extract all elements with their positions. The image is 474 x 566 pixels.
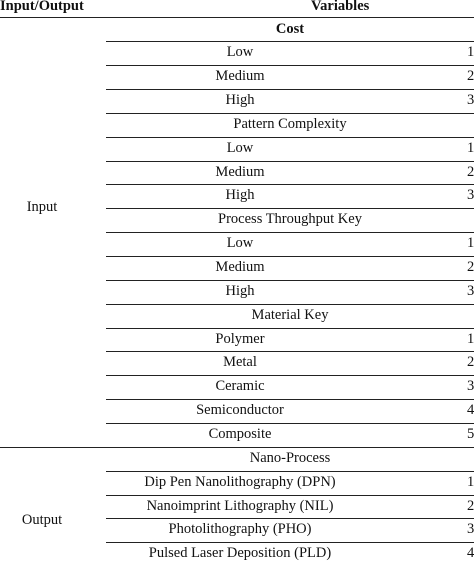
row-label: High (225, 187, 255, 204)
row-label: Pulsed Laser Deposition (PLD) (148, 545, 332, 562)
table-row (106, 256, 474, 280)
row-value: 3 (467, 92, 474, 109)
row-value: 3 (467, 378, 474, 395)
section-header (106, 447, 474, 471)
row-value: 1 (467, 139, 474, 156)
row-value: 1 (467, 330, 474, 347)
section-title: Nano-Process (249, 449, 331, 466)
table-row (106, 137, 474, 161)
section-header (106, 304, 474, 328)
table-row (106, 280, 474, 304)
row-label: Ceramic (215, 378, 265, 395)
row-label: High (225, 92, 255, 109)
table-row (106, 41, 474, 65)
row-value: 2 (467, 259, 474, 275)
section-title: Cost (275, 20, 305, 37)
section-title: Material Key (251, 306, 329, 323)
table-row (106, 161, 474, 185)
header-input-output: Input/Output (0, 0, 84, 14)
row-label: Composite (208, 425, 272, 442)
row-label: Medium (215, 68, 265, 85)
table-row (106, 375, 474, 399)
table-row (106, 184, 474, 208)
table-row (106, 399, 474, 423)
row-value: 3 (467, 521, 474, 538)
table-row (106, 232, 474, 256)
table-row (106, 518, 474, 542)
table-row (106, 351, 474, 375)
row-value: 5 (467, 425, 474, 442)
group-label-input: Input (26, 199, 58, 215)
header-variables: Variables (311, 0, 370, 14)
row-value: 2 (467, 497, 474, 514)
row-value: 2 (467, 354, 474, 371)
table-row (106, 423, 474, 447)
row-label: Polymer (215, 330, 265, 347)
section-header (106, 18, 474, 42)
table-row (106, 65, 474, 89)
row-label: Medium (215, 163, 265, 180)
row-value: 1 (467, 235, 474, 252)
table-row (106, 89, 474, 113)
table-row (106, 542, 474, 566)
row-value: 2 (467, 68, 474, 85)
row-label: Semiconductor (196, 402, 284, 419)
row-value: 1 (467, 44, 474, 61)
row-label: Nanoimprint Lithography (NIL) (146, 497, 334, 514)
group-label-output: Output (21, 512, 63, 528)
row-label: Low (226, 44, 254, 61)
row-value: 3 (467, 282, 474, 299)
row-label: Medium (215, 259, 265, 275)
row-value: 4 (467, 545, 474, 562)
row-label: Low (226, 235, 254, 252)
table-row (106, 471, 474, 495)
row-label: Metal (223, 354, 257, 371)
row-value: 4 (467, 402, 474, 419)
row-label: Photolithography (PHO) (168, 521, 312, 538)
row-value: 1 (467, 473, 474, 490)
table-row (106, 328, 474, 352)
table-header (0, 0, 474, 17)
section-title: Process Throughput Key (218, 211, 362, 228)
row-label: High (225, 282, 255, 299)
section-header (106, 208, 474, 232)
table-row (106, 495, 474, 519)
row-label: Low (226, 139, 254, 156)
row-value: 3 (467, 187, 474, 204)
section-title: Pattern Complexity (233, 115, 347, 132)
row-value: 2 (467, 163, 474, 180)
section-header (106, 113, 474, 137)
row-label: Dip Pen Nanolithography (DPN) (144, 473, 336, 490)
